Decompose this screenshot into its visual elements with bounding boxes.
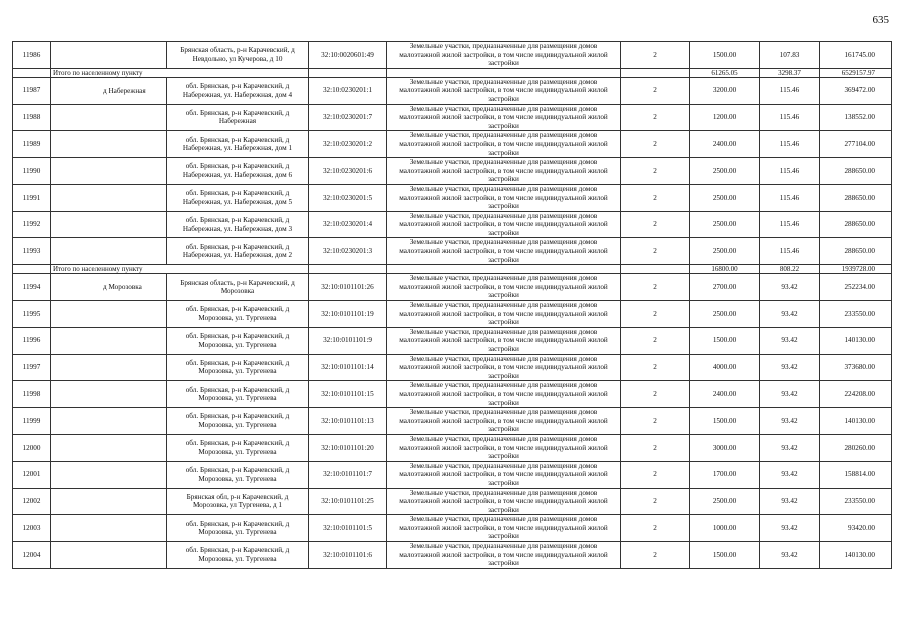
cadastral-value: 140130.00 xyxy=(820,408,892,435)
total-label: Итого по населенному пункту xyxy=(51,265,309,274)
address-cell: обл. Брянская, р-н Карачевский, д Морозовка, ул. Тургенева xyxy=(167,301,309,328)
settlement-total-row xyxy=(13,68,892,77)
unit-price: 93.42 xyxy=(760,274,820,301)
table-row xyxy=(13,327,892,354)
row-number: 11987 xyxy=(13,77,51,104)
row-number: 11989 xyxy=(13,131,51,158)
unit-price: 115.46 xyxy=(760,77,820,104)
group-number: 2 xyxy=(621,381,690,408)
settlement-cell xyxy=(51,274,167,301)
address-cell: обл. Брянская, р-н Карачевский, д Набережная, ул. Набережная, дом 3 xyxy=(167,211,309,238)
area-value: 2400.00 xyxy=(690,131,760,158)
unit-price: 93.42 xyxy=(760,542,820,569)
settlement-cell xyxy=(51,488,167,515)
permitted-use: Земельные участки, предназначенные для размещения домов малоэтажной жилой застройки, в том числе индивидуальной жилой застройки xyxy=(387,104,621,131)
area-value: 3000.00 xyxy=(690,434,760,461)
unit-price: 115.46 xyxy=(760,184,820,211)
unit-price: 93.42 xyxy=(760,327,820,354)
area-value: 2400.00 xyxy=(690,381,760,408)
permitted-use: Земельные участки, предназначенные для размещения домов малоэтажной жилой застройки, в том числе индивидуальной жилой застройки xyxy=(387,408,621,435)
permitted-use: Земельные участки, предназначенные для размещения домов малоэтажной жилой застройки, в том числе индивидуальной жилой застройки xyxy=(387,461,621,488)
cadastral-number: 32:10:0101101:15 xyxy=(309,381,387,408)
group-number: 2 xyxy=(621,131,690,158)
cadastral-number: 32:10:0230201:3 xyxy=(309,238,387,265)
address-cell: обл. Брянская, р-н Карачевский, д Морозовка, ул. Тургенева xyxy=(167,408,309,435)
cadastral-value: 224208.00 xyxy=(820,381,892,408)
row-number: 12004 xyxy=(13,542,51,569)
cadastral-number: 32:10:0230201:6 xyxy=(309,158,387,185)
address-cell: обл. Брянская, р-н Карачевский, д Набережная, ул. Набережная, дом 6 xyxy=(167,158,309,185)
settlement-cell xyxy=(51,434,167,461)
group-number: 2 xyxy=(621,42,690,69)
settlement-cell xyxy=(51,211,167,238)
cadastral-value: 252234.00 xyxy=(820,274,892,301)
address-cell: Брянская область, р-н Карачевский, д Морозовка xyxy=(167,274,309,301)
unit-price: 93.42 xyxy=(760,515,820,542)
unit-price: 93.42 xyxy=(760,488,820,515)
cadastral-number: 32:10:0101101:13 xyxy=(309,408,387,435)
group-number: 2 xyxy=(621,542,690,569)
cadastral-number: 32:10:0020601:49 xyxy=(309,42,387,69)
unit-price: 107.83 xyxy=(760,42,820,69)
address-cell: обл. Брянская, р-н Карачевский, д Морозовка, ул. Тургенева xyxy=(167,434,309,461)
group-number: 2 xyxy=(621,274,690,301)
area-value: 1500.00 xyxy=(690,327,760,354)
group-number: 2 xyxy=(621,461,690,488)
area-value: 2500.00 xyxy=(690,211,760,238)
group-number: 2 xyxy=(621,434,690,461)
table-row xyxy=(13,488,892,515)
cadastral-value: 288650.00 xyxy=(820,238,892,265)
address-cell: обл. Брянская, р-н Карачевский, д Морозовка, ул. Тургенева xyxy=(167,354,309,381)
cadastral-number: 32:10:0230201:5 xyxy=(309,184,387,211)
settlement-cell xyxy=(51,301,167,328)
row-number: 11986 xyxy=(13,42,51,69)
table-row xyxy=(13,131,892,158)
cadastral-number: 32:10:0101101:7 xyxy=(309,461,387,488)
unit-price: 93.42 xyxy=(760,354,820,381)
settlement-cell xyxy=(51,42,167,69)
unit-price: 93.42 xyxy=(760,381,820,408)
cadastral-value: 288650.00 xyxy=(820,211,892,238)
table-row xyxy=(13,184,892,211)
cadastral-value: 288650.00 xyxy=(820,158,892,185)
cadastral-value: 161745.00 xyxy=(820,42,892,69)
total-price: 808.22 xyxy=(760,265,820,274)
area-value: 4000.00 xyxy=(690,354,760,381)
cadastral-value: 140130.00 xyxy=(820,542,892,569)
area-value: 2500.00 xyxy=(690,238,760,265)
row-number: 11992 xyxy=(13,211,51,238)
group-number: 2 xyxy=(621,488,690,515)
permitted-use: Земельные участки, предназначенные для размещения домов малоэтажной жилой застройки, в том числе индивидуальной жилой застройки xyxy=(387,184,621,211)
settlement-total-row xyxy=(13,265,892,274)
row-number: 12002 xyxy=(13,488,51,515)
cadastral-value: 369472.00 xyxy=(820,77,892,104)
cadastral-number: 32:10:0101101:6 xyxy=(309,542,387,569)
permitted-use: Земельные участки, предназначенные для размещения домов малоэтажной жилой застройки, в том числе индивидуальной жилой застройки xyxy=(387,77,621,104)
group-number: 2 xyxy=(621,77,690,104)
settlement-cell xyxy=(51,515,167,542)
group-number: 2 xyxy=(621,158,690,185)
area-value: 2500.00 xyxy=(690,158,760,185)
table-row xyxy=(13,354,892,381)
settlement-cell xyxy=(51,104,167,131)
group-number: 2 xyxy=(621,327,690,354)
address-cell: Брянская область, р-н Карачевский, д Невдольно, ул Кучерова, д 10 xyxy=(167,42,309,69)
row-number: 11999 xyxy=(13,408,51,435)
cadastral-value: 373680.00 xyxy=(820,354,892,381)
cadastral-number: 32:10:0230201:2 xyxy=(309,131,387,158)
unit-price: 115.46 xyxy=(760,158,820,185)
table-row xyxy=(13,158,892,185)
settlement-cell xyxy=(51,158,167,185)
cadastral-number: 32:10:0101101:14 xyxy=(309,354,387,381)
total-label: Итого по населенному пункту xyxy=(51,68,309,77)
address-cell: обл. Брянская, р-н Карачевский, д Морозовка, ул. Тургенева xyxy=(167,381,309,408)
table-row xyxy=(13,515,892,542)
cadastral-number: 32:10:0101101:26 xyxy=(309,274,387,301)
area-value: 1000.00 xyxy=(690,515,760,542)
area-value: 2500.00 xyxy=(690,184,760,211)
settlement-cell xyxy=(51,408,167,435)
permitted-use: Земельные участки, предназначенные для размещения домов малоэтажной жилой застройки, в том числе индивидуальной жилой застройки xyxy=(387,42,621,69)
table-row xyxy=(13,408,892,435)
area-value: 2500.00 xyxy=(690,488,760,515)
row-number: 11998 xyxy=(13,381,51,408)
settlement-cell xyxy=(51,131,167,158)
total-area: 16800.00 xyxy=(690,265,760,274)
area-value: 2500.00 xyxy=(690,301,760,328)
unit-price: 93.42 xyxy=(760,434,820,461)
permitted-use: Земельные участки, предназначенные для размещения домов малоэтажной жилой застройки, в том числе индивидуальной жилой застройки xyxy=(387,488,621,515)
row-number: 12001 xyxy=(13,461,51,488)
cadastral-value: 158814.00 xyxy=(820,461,892,488)
address-cell: обл. Брянская, р-н Карачевский, д Морозовка, ул. Тургенева xyxy=(167,515,309,542)
table-row xyxy=(13,542,892,569)
row-number: 11991 xyxy=(13,184,51,211)
cadastral-number: 32:10:0101101:5 xyxy=(309,515,387,542)
address-cell: обл. Брянская, р-н Карачевский, д Набережная, ул. Набережная, дом 1 xyxy=(167,131,309,158)
cadastral-number: 32:10:0101101:25 xyxy=(309,488,387,515)
cadastral-value: 277104.00 xyxy=(820,131,892,158)
settlement-cell xyxy=(51,542,167,569)
settlement-cell xyxy=(51,327,167,354)
row-number: 11996 xyxy=(13,327,51,354)
row-number: 11988 xyxy=(13,104,51,131)
group-number: 2 xyxy=(621,211,690,238)
row-number: 11993 xyxy=(13,238,51,265)
area-value: 2700.00 xyxy=(690,274,760,301)
area-value: 1500.00 xyxy=(690,42,760,69)
cadastral-value: 93420.00 xyxy=(820,515,892,542)
settlement-cell xyxy=(51,381,167,408)
permitted-use: Земельные участки, предназначенные для размещения домов малоэтажной жилой застройки, в том числе индивидуальной жилой застройки xyxy=(387,381,621,408)
permitted-use: Земельные участки, предназначенные для размещения домов малоэтажной жилой застройки, в том числе индивидуальной жилой застройки xyxy=(387,434,621,461)
cadastral-value: 280260.00 xyxy=(820,434,892,461)
land-parcel-table xyxy=(12,41,892,569)
address-cell: обл. Брянская, р-н Карачевский, д Набережная xyxy=(167,104,309,131)
cadastral-value: 140130.00 xyxy=(820,327,892,354)
permitted-use: Земельные участки, предназначенные для размещения домов малоэтажной жилой застройки, в том числе индивидуальной жилой застройки xyxy=(387,274,621,301)
permitted-use: Земельные участки, предназначенные для размещения домов малоэтажной жилой застройки, в том числе индивидуальной жилой застройки xyxy=(387,542,621,569)
table-row xyxy=(13,42,892,69)
cadastral-value: 233550.00 xyxy=(820,488,892,515)
area-value: 1700.00 xyxy=(690,461,760,488)
address-cell: Брянская обл, р-н Карачевский, д Морозовка, ул Тургенева, д 1 xyxy=(167,488,309,515)
group-number: 2 xyxy=(621,301,690,328)
cadastral-number: 32:10:0101101:20 xyxy=(309,434,387,461)
settlement-cell xyxy=(51,461,167,488)
settlement-name: д Набережная xyxy=(103,86,146,95)
group-number: 2 xyxy=(621,184,690,211)
group-number: 2 xyxy=(621,354,690,381)
table-row xyxy=(13,461,892,488)
total-area: 61265.05 xyxy=(690,68,760,77)
permitted-use: Земельные участки, предназначенные для размещения домов малоэтажной жилой застройки, в том числе индивидуальной жилой застройки xyxy=(387,327,621,354)
permitted-use: Земельные участки, предназначенные для размещения домов малоэтажной жилой застройки, в том числе индивидуальной жилой застройки xyxy=(387,515,621,542)
address-cell: обл. Брянская, р-н Карачевский, д Набережная, ул. Набережная, дом 4 xyxy=(167,77,309,104)
unit-price: 115.46 xyxy=(760,211,820,238)
permitted-use: Земельные участки, предназначенные для размещения домов малоэтажной жилой застройки, в том числе индивидуальной жилой застройки xyxy=(387,131,621,158)
page-number: 635 xyxy=(872,14,889,26)
table-row xyxy=(13,238,892,265)
cadastral-number: 32:10:0230201:4 xyxy=(309,211,387,238)
settlement-cell xyxy=(51,238,167,265)
row-number: 11995 xyxy=(13,301,51,328)
table-row xyxy=(13,211,892,238)
group-number: 2 xyxy=(621,104,690,131)
area-value: 1200.00 xyxy=(690,104,760,131)
settlement-cell xyxy=(51,184,167,211)
area-value: 3200.00 xyxy=(690,77,760,104)
cadastral-number: 32:10:0101101:9 xyxy=(309,327,387,354)
area-value: 1500.00 xyxy=(690,542,760,569)
group-number: 2 xyxy=(621,238,690,265)
unit-price: 93.42 xyxy=(760,408,820,435)
unit-price: 93.42 xyxy=(760,461,820,488)
row-number: 11994 xyxy=(13,274,51,301)
total-value: 1939728.00 xyxy=(820,265,892,274)
row-number: 11997 xyxy=(13,354,51,381)
settlement-cell xyxy=(51,77,167,104)
permitted-use: Земельные участки, предназначенные для размещения домов малоэтажной жилой застройки, в том числе индивидуальной жилой застройки xyxy=(387,158,621,185)
group-number: 2 xyxy=(621,408,690,435)
group-number: 2 xyxy=(621,515,690,542)
row-number: 12000 xyxy=(13,434,51,461)
total-price: 3298.37 xyxy=(760,68,820,77)
table-row xyxy=(13,274,892,301)
address-cell: обл. Брянская, р-н Карачевский, д Морозовка, ул. Тургенева xyxy=(167,461,309,488)
settlement-name: д Морозовка xyxy=(103,283,142,292)
address-cell: обл. Брянская, р-н Карачевский, д Морозовка, ул. Тургенева xyxy=(167,542,309,569)
cadastral-number: 32:10:0230201:1 xyxy=(309,77,387,104)
table-row xyxy=(13,77,892,104)
row-number: 11990 xyxy=(13,158,51,185)
table-row xyxy=(13,434,892,461)
cadastral-value: 138552.00 xyxy=(820,104,892,131)
unit-price: 115.46 xyxy=(760,131,820,158)
unit-price: 115.46 xyxy=(760,238,820,265)
table-row xyxy=(13,301,892,328)
permitted-use: Земельные участки, предназначенные для размещения домов малоэтажной жилой застройки, в том числе индивидуальной жилой застройки xyxy=(387,238,621,265)
area-value: 1500.00 xyxy=(690,408,760,435)
unit-price: 93.42 xyxy=(760,301,820,328)
cadastral-number: 32:10:0101101:19 xyxy=(309,301,387,328)
table-row xyxy=(13,381,892,408)
permitted-use: Земельные участки, предназначенные для размещения домов малоэтажной жилой застройки, в том числе индивидуальной жилой застройки xyxy=(387,211,621,238)
row-number: 12003 xyxy=(13,515,51,542)
total-value: 6529157.97 xyxy=(820,68,892,77)
cadastral-number: 32:10:0230201:7 xyxy=(309,104,387,131)
permitted-use: Земельные участки, предназначенные для размещения домов малоэтажной жилой застройки, в том числе индивидуальной жилой застройки xyxy=(387,301,621,328)
table-row xyxy=(13,104,892,131)
permitted-use: Земельные участки, предназначенные для размещения домов малоэтажной жилой застройки, в том числе индивидуальной жилой застройки xyxy=(387,354,621,381)
address-cell: обл. Брянская, р-н Карачевский, д Набережная, ул. Набережная, дом 5 xyxy=(167,184,309,211)
cadastral-value: 288650.00 xyxy=(820,184,892,211)
unit-price: 115.46 xyxy=(760,104,820,131)
settlement-cell xyxy=(51,354,167,381)
cadastral-value: 233550.00 xyxy=(820,301,892,328)
address-cell: обл. Брянская, р-н Карачевский, д Набережная, ул. Набережная, дом 2 xyxy=(167,238,309,265)
address-cell: обл. Брянская, р-н Карачевский, д Морозовка, ул. Тургенева xyxy=(167,327,309,354)
